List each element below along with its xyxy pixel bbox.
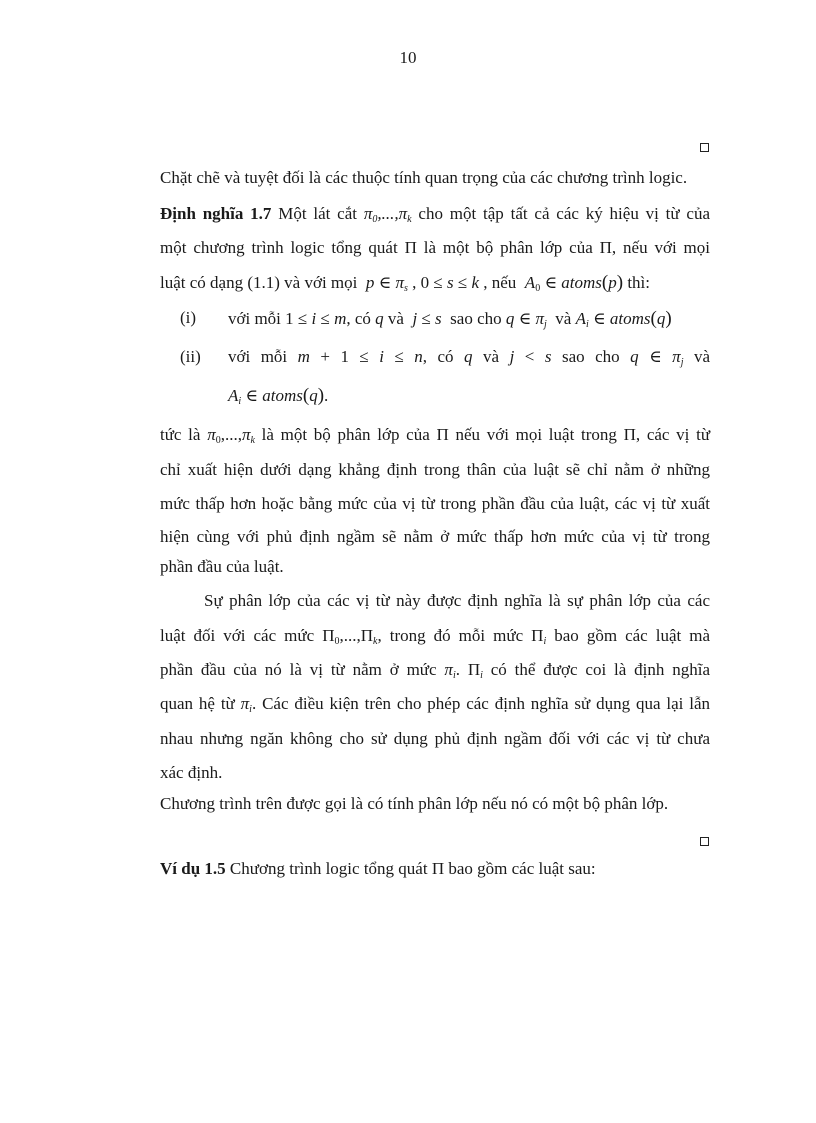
paragraph-3-line-5: nhau nhưng ngăn không cho sử dụng phủ định ngầm đối với các vị từ chưa: [160, 729, 710, 748]
math-pi: Π: [404, 238, 417, 257]
qed-symbol: [700, 143, 709, 152]
paragraph-3-line-1: Sự phân lớp của các vị từ này được định nghĩa là sự phân lớp của các: [204, 591, 710, 610]
paragraph-4: Chương trình trên được gọi là có tính phân lớp nếu nó có một bộ phân lớp.: [160, 794, 669, 813]
condition-i-label: (i): [180, 308, 197, 327]
explanation-line-4: hiện cùng với phủ định ngầm sẽ nằm ở mức thấp hơn mức của vị từ trong: [160, 527, 710, 546]
paragraph-1: Chặt chẽ và tuyệt đối là các thuộc tính quan trọng của các chương trình logic.: [160, 168, 688, 187]
paragraph-3-line-2: luật đối với các mức $\Pi 0,...,\Pi_k$, trong đó mỗi mức $\Pi_i$ bao gồm các luật mà: [160, 626, 711, 647]
page-number: 10: [399, 48, 417, 67]
explanation-line-1: tức là $\pi 0,...,\pi_k$ là một bộ phân lớp của Π nếu với mọi luật trong Π, các vị từ: [160, 425, 711, 446]
explanation-line-5: phần đầu của luật.: [160, 557, 284, 576]
math-pi: Π: [599, 238, 612, 257]
example-label: Ví dụ 1.5: [160, 859, 226, 878]
condition-ii-label: (ii): [180, 347, 201, 366]
paragraph-3-line-6: xác định.: [160, 763, 223, 782]
qed-symbol-2: [700, 837, 709, 846]
math-slice: $\pi 0,...,\pi_k$: [363, 204, 412, 225]
paragraph-3-line-4: quan hệ từ $\pi_i$. Các điều kiện trên cho phép các định nghĩa sử dụng qua lại lẫn: [160, 694, 711, 715]
example-line: Ví dụ 1.5 Chương trình logic tổng quát Π bao gồm các luật sau:: [160, 859, 596, 878]
math-pi: Π: [431, 859, 445, 878]
condition-ii: với mỗi m + 1 ≤ i ≤ n, có q và j < s sao cho q ∈ $\pi_j$ và: [228, 347, 711, 368]
definition-line-3: luật có dạng (1.1) và với mọi p ∈ $\pi_s$ , 0 ≤ s ≤ k , nếu A0 ∈ atoms(p) thì:: [160, 272, 650, 294]
definition-line-2: một chương trình logic tổng quát Π là một bộ phân lớp của Π, nếu với mọi: [160, 238, 711, 257]
paragraph-3-line-3: phần đầu của nó là vị từ nằm ở mức $\pi_i$. $\Pi_i$ có thể được coi là định nghĩa: [160, 660, 710, 681]
definition-label: Định nghĩa 1.7: [160, 204, 272, 223]
definition-line-1: Định nghĩa 1.7 Một lát cắt $\pi 0,...,\pi_k$ cho một tập tất cả các ký hiệu vị từ của: [160, 204, 711, 225]
condition-ii-cont: $A_i$ ∈ atoms(q).: [228, 385, 329, 407]
explanation-line-3: mức thấp hơn hoặc bằng mức của vị từ trong phần đầu của luật, các vị từ xuất: [160, 494, 710, 513]
math-atoms: A: [524, 273, 536, 292]
explanation-line-2: chỉ xuất hiện dưới dạng khẳng định trong thân của luật sẽ chỉ nằm ở những: [160, 460, 710, 479]
math-cond: p: [365, 273, 375, 292]
condition-i: với mỗi 1 ≤ i ≤ m, có q và j ≤ s sao cho q ∈ $\pi_j$ và $A_i$ ∈ atoms(q): [228, 308, 672, 330]
